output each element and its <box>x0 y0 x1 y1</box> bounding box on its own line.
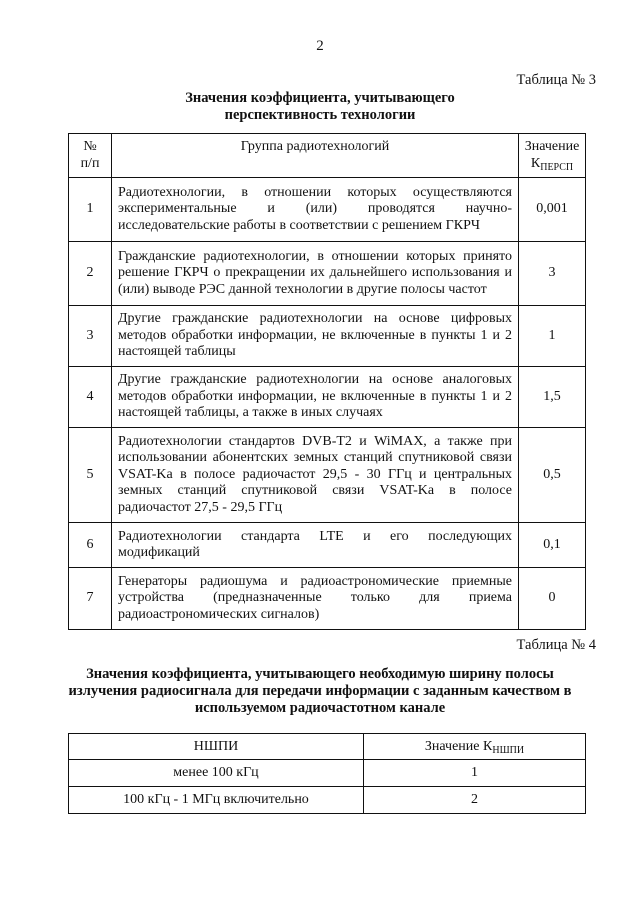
table3-row <box>69 428 586 523</box>
table3-header-row <box>69 134 586 178</box>
table3-row <box>69 568 586 630</box>
table4-title <box>0 666 640 717</box>
row-value: 2 <box>364 787 586 814</box>
table3 <box>68 133 586 630</box>
row-label: 100 кГц - 1 МГц включительно <box>69 787 364 814</box>
table4-header-nshpi: НШПИ <box>69 734 364 760</box>
table4-row <box>69 787 586 814</box>
header-value-subscript: ПЕРСП <box>540 162 574 173</box>
table4-header-value: Значение $К_{НШПИ}$ <box>364 734 586 760</box>
header-num-line1: № <box>83 139 97 154</box>
row-number: 7 <box>69 568 112 630</box>
row-value: 0,5 <box>519 428 586 523</box>
table3-title-line1: Значения коэффициента, учитывающего <box>185 90 455 106</box>
table3-title <box>0 90 640 124</box>
row-value: 1 <box>519 306 586 367</box>
table3-row <box>69 306 586 367</box>
table4-row <box>69 760 586 787</box>
header-value-symbol: $К_{ПЕРСП}$ <box>530 156 574 173</box>
table3-row <box>69 523 586 568</box>
row-number: 4 <box>69 367 112 428</box>
header-value-line1: Значение <box>524 139 580 154</box>
table3-row <box>69 178 586 242</box>
row-value: 1 <box>364 760 586 787</box>
header-value-subscript: НШПИ <box>492 744 525 756</box>
table3-title-line2: перспективность технологии <box>224 107 416 123</box>
row-value: 1,5 <box>519 367 586 428</box>
table4-label: Таблица № 4 <box>516 637 596 653</box>
table3-header-group: Группа радиотехнологий <box>112 134 519 178</box>
row-value: 0 <box>519 568 586 630</box>
table3-row <box>69 242 586 306</box>
table4 <box>68 733 586 814</box>
row-number: 2 <box>69 242 112 306</box>
row-description: Другие гражданские радиотехнологии на основе аналоговых методов обработки информации, не включенные в пункты 1 и 2 настоящей таблицы, а также в иных случаях <box>112 367 519 428</box>
row-number: 6 <box>69 523 112 568</box>
table4-header-row <box>69 734 586 760</box>
row-value: 0,1 <box>519 523 586 568</box>
table4-title-line3: используемом радиочастотном канале <box>194 700 446 716</box>
page-number: 2 <box>316 38 324 54</box>
row-description: Радиотехнологии, в отношении которых осуществляются экспериментальные и (или) проводятся научно-исследовательские работы в соответствии с решением ГКРЧ <box>112 178 519 242</box>
table3-label: Таблица № 3 <box>516 72 596 88</box>
row-description: Генераторы радиошума и радиоастрономические приемные устройства (предназначенные только для приема радиоастрономических сигналов) <box>112 568 519 630</box>
table3-header-value <box>519 134 586 178</box>
header-num-line2: п/п <box>80 156 100 171</box>
row-label: менее 100 кГц <box>69 760 364 787</box>
row-value: 0,001 <box>519 178 586 242</box>
row-number: 1 <box>69 178 112 242</box>
table3-header-num <box>69 134 112 178</box>
table3-row <box>69 367 586 428</box>
row-description: Радиотехнологии стандарта LTE и его последующих модификаций <box>112 523 519 568</box>
row-description: Радиотехнологии стандартов DVB-T2 и WiMAX, а также при использовании абонентских земных станций спутниковой связи VSAT-Ka в полосе радиочастот 29,5 - 30 ГГц и центральных земных станций спутниковой связи VSAT-Ka в полосе радиочастот 27,5 - 29,5 ГГц <box>112 428 519 523</box>
row-description: Гражданские радиотехнологии, в отношении которых принято решение ГКРЧ о прекращении их дальнейшего использования и (или) выводе РЭС данной технологии в другие полосы частот <box>112 242 519 306</box>
table4-title-line1: Значения коэффициента, учитывающего необходимую ширину полосы <box>86 666 554 682</box>
table4-title-line2: излучения радиосигнала для передачи информации с заданным качеством в <box>68 683 572 699</box>
row-number: 5 <box>69 428 112 523</box>
row-value: 3 <box>519 242 586 306</box>
row-number: 3 <box>69 306 112 367</box>
row-description: Другие гражданские радиотехнологии на основе цифровых методов обработки информации, не включенные в пункты 1 и 2 настоящей таблицы <box>112 306 519 367</box>
